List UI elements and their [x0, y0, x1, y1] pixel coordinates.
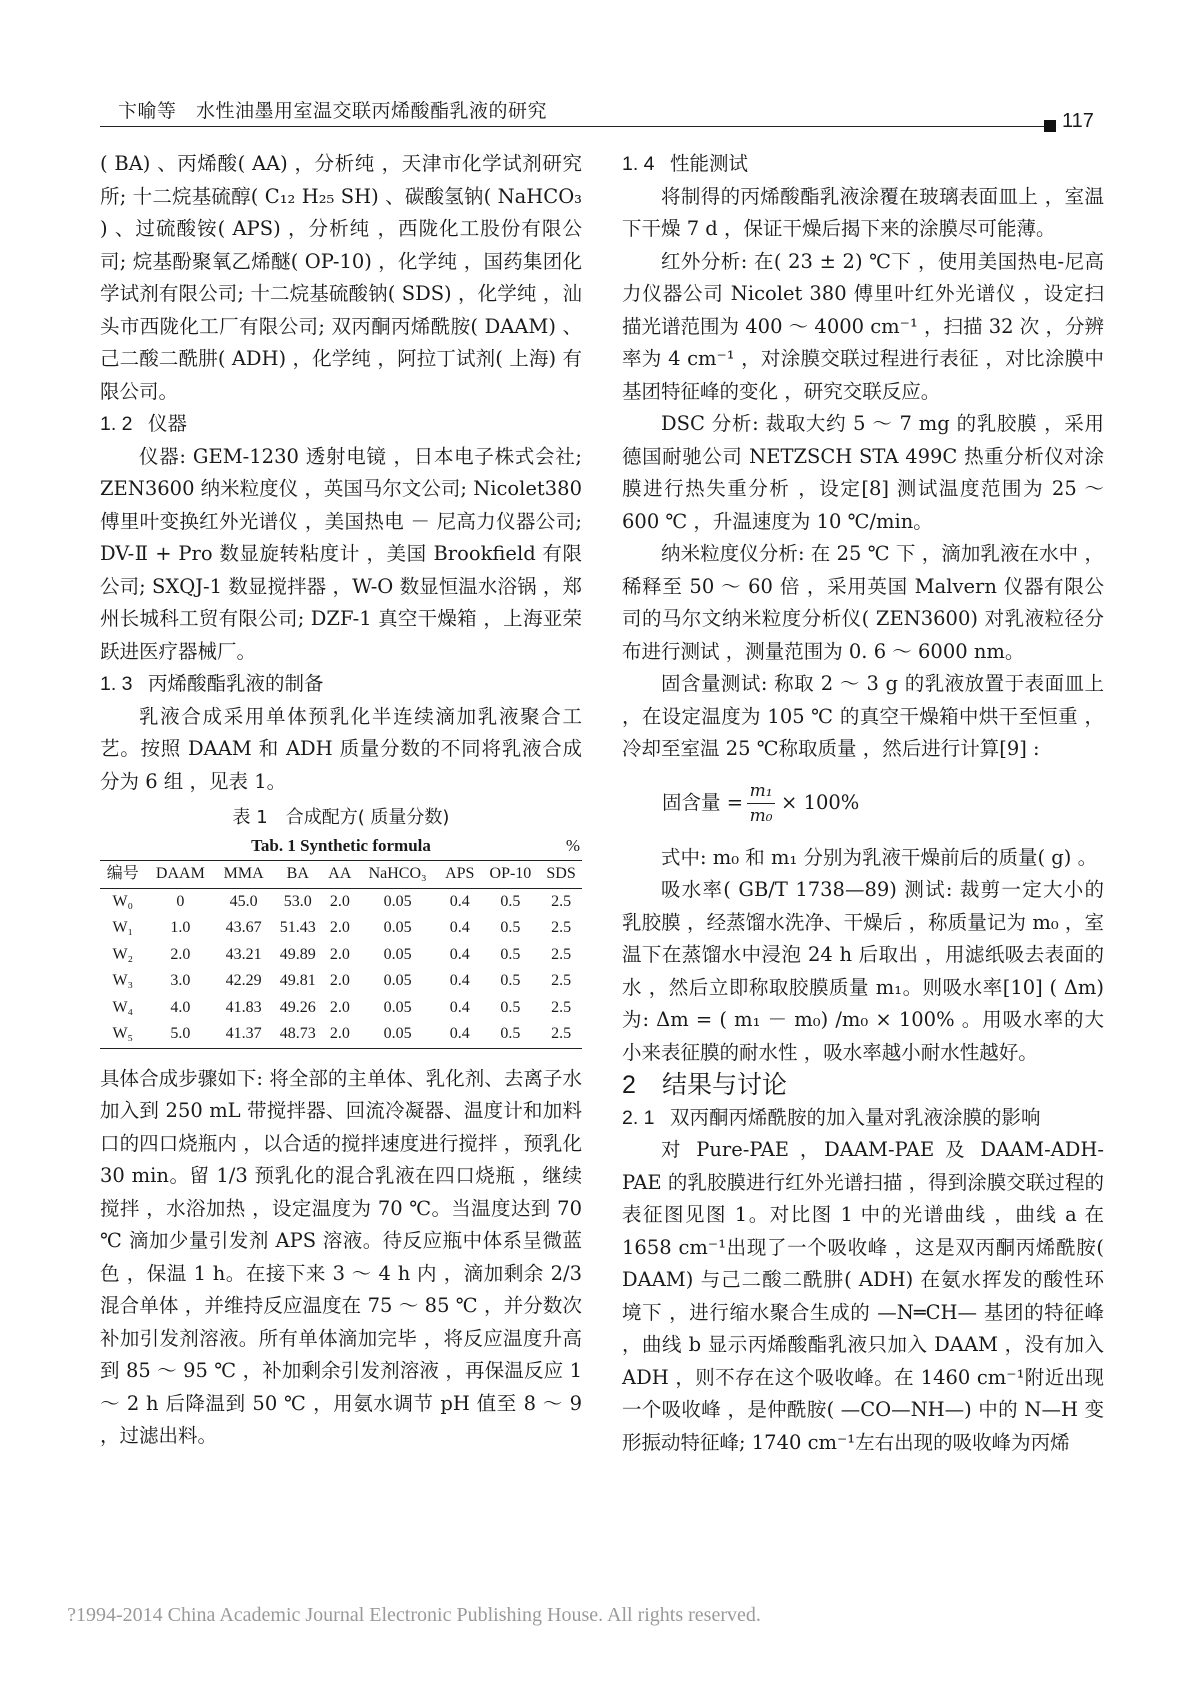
table-cell: 42.29: [225, 972, 262, 989]
table-cell: 0.5: [500, 998, 521, 1016]
table-cell: 0.4: [439, 1021, 481, 1048]
film-prep-paragraph: 将制得的丙烯酸酯乳液涂覆在玻璃表面皿上 ，室温下干燥 7 d ，保证干燥后揭下来的涂膜尽可能薄。: [622, 184, 1104, 240]
table-cell: 49.89: [279, 945, 316, 963]
materials-paragraph: ( BA) 、丙烯酸( AA) ，分析纯 ，天津市化学试剂研究所; 十二烷基硫醇( C₁₂ H₂₅ SH) 、碳酸氢钠( NaHCO₃ ) 、过硫酸铵( APS) ，分析纯 ，西陇化工股份有限公司; 烷基酚聚氧乙烯醚( OP-10) ，化学纯 ，国药集团化学试剂有限公司; 十二烷基硫酸钠( SDS) ，化学纯 ，汕头市西陇化工厂有限公司; 双丙酮丙烯酰胺( DAAM) 、己二酸二酰肼( ADH) ，化学纯 ，阿拉丁试剂( 上海) 有限公司。: [100, 152, 582, 403]
section-number: 1. 2: [100, 413, 133, 435]
col-header: SDS: [540, 861, 582, 889]
preparation-paragraph: 乳液合成采用单体预乳化半连续滴加乳液聚合工艺。按照 DAAM 和 ADH 质量分数的不同将乳液合成分为 6 组 ，见表 1。: [100, 704, 582, 793]
running-title: 卞喻等 水性油墨用室温交联丙烯酸酯乳液的研究: [118, 100, 548, 122]
table-1: [100, 804, 582, 1049]
table-row: [100, 888, 582, 915]
synthetic-formula-table: [100, 860, 582, 1049]
table-cell: 0.4: [449, 972, 470, 989]
table-cell: 2.0: [329, 919, 350, 936]
table-cell: W₁: [112, 919, 134, 936]
table-cell: W₄: [112, 998, 134, 1016]
table-cell: 49.81: [279, 972, 316, 989]
table-cell: 2.0: [323, 1021, 356, 1048]
table-cell: 2.0: [170, 945, 191, 963]
table-header-row: [100, 861, 582, 889]
table-caption-cn: 表 1 合成配方( 质量分数): [232, 807, 450, 828]
dsc-analysis-paragraph: DSC 分析: 裁取大约 5 ～ 7 mg 的乳胶膜 ，采用德国耐驰公司 NETZSCH STA 499C 热重分析仪对涂膜进行热失重分析 ，设定[8] 测试温度范围为 25 ～ 600 ℃ ，升温速度为 10 ℃/min。: [622, 412, 1104, 533]
section-1-3-heading: [100, 668, 582, 701]
col-header: BA: [272, 861, 323, 889]
table-cell: W₀: [112, 892, 134, 910]
table-cell: 2.5: [540, 1021, 582, 1048]
section-title: 仪器: [148, 412, 188, 435]
right-column: [622, 148, 1104, 1459]
table-cell: 45.0: [229, 892, 258, 910]
table-cell: 0.05: [356, 1021, 439, 1048]
section-1-2-heading: [100, 408, 582, 441]
col-header: 编号: [100, 861, 146, 889]
table-cell: 43.21: [225, 945, 262, 963]
instruments-paragraph: 仪器: GEM-1230 透射电镜 ，日本电子株式会社; ZEN3600 纳米粒度仪 ，英国马尔文公司; Nicolet380 傅里叶变换红外光谱仪 ，美国热电 － 尼高力仪器公司; DV-Ⅱ + Pro 数显旋转粘度计 ，美国 Brookfield 有限公司; SXQJ-1 数显搅拌器 ，W-O 数显恒温水浴锅 ，郑州长城科工贸有限公司; DZF-1 真空干燥箱 ，上海亚荣跃进医疗器械厂。: [100, 444, 582, 663]
table-cell: 0.4: [449, 945, 470, 963]
copyright-footer: ?1994-2014 China Academic Journal Electronic Publishing House. All rights reserved.: [67, 1604, 761, 1626]
section-number: 1. 4: [622, 153, 655, 175]
synthesis-steps-paragraph: 具体合成步骤如下: 将全部的主单体、乳化剂、去离子水加入到 250 mL 带搅拌器、回流冷凝器、温度计和加料口的四口烧瓶内 ，以合适的搅拌速度进行搅拌 ，预乳化 30 min。留 1/3 预乳化的混合乳液在四口烧瓶 ，继续搅拌 ，水浴加热 ，设定温度为 70 ℃。当温度达到 70 ℃ 滴加少量引发剂 APS 溶液。待反应瓶中体系呈微蓝色 ，保温 1 h。在接下来 3 ～ 4 h 内 ，滴加剩余 2/3 混合单体 ，并维持反应温度在 75 ～ 85 ℃ ，并分数次补加引发剂溶液。所有单体滴加完毕 ，将反应温度升高到 85 ～ 95 ℃ ，补加剩余引发剂溶液 ，再保温反应 1 ～ 2 h 后降温到 50 ℃ ，用氨水调节 pH 值至 8 ～ 9 ，过滤出料。: [100, 1066, 582, 1447]
section-number: 2. 1: [622, 1106, 655, 1129]
table-cell: 0.05: [383, 919, 412, 936]
col-header: DAAM: [146, 861, 216, 889]
table-cell: 0.5: [500, 919, 521, 936]
table-cell: 2.5: [551, 945, 572, 963]
section-title: 结果与讨论: [662, 1070, 788, 1099]
table-cell: 2.5: [551, 972, 572, 989]
table-cell: 2.0: [329, 972, 350, 989]
left-column: [100, 148, 582, 1453]
table-cell: 0.05: [383, 972, 412, 989]
table-caption-en-text: Tab. 1 Synthetic formula: [251, 836, 431, 855]
page-number: 117: [1062, 110, 1094, 132]
table-cell: 41.83: [225, 998, 262, 1016]
section-1-4-heading: [622, 148, 1104, 181]
table-cell: 2.0: [329, 945, 350, 963]
ir-results-paragraph: 对 Pure-PAE ，DAAM-PAE 及 DAAM-ADH-PAE 的乳胶膜进行红外光谱扫描 ，得到涂膜交联过程的表征图见图 1。对比图 1 中的光谱曲线 ，曲线 a 在 1658 cm⁻¹出现了一个吸收峰 ，这是双丙酮丙烯酰胺( DAAM) 与己二酸二酰肼( ADH) 在氨水挥发的酸性环境下 ，进行缩水聚合生成的 —N═CH— 基团的特征峰 ，曲线 b 显示丙烯酸酯乳液只加入 DAAM ，没有加入 ADH ，则不存在这个吸收峰。在 1460 cm⁻¹附近出现一个吸收峰 ，是仲酰胺( —CO—NH—) 中的 N—H 变形振动特征峰; 1740 cm⁻¹左右出现的吸收峰为丙烯: [622, 1138, 1104, 1454]
col-header: MMA: [215, 861, 272, 889]
table-row: [100, 915, 582, 942]
formula-fraction: [747, 779, 775, 828]
table-cell: 0.05: [383, 945, 412, 963]
solid-content-formula: [662, 774, 1104, 834]
table-cell: 2.0: [329, 998, 350, 1016]
formula-numerator: m₁: [749, 781, 773, 801]
col-header: NaHCO₃: [356, 861, 439, 889]
table-cell: 0.05: [383, 892, 412, 910]
particle-size-paragraph: 纳米粒度仪分析: 在 25 ℃ 下 ，滴加乳液在水中 ，稀释至 50 ～ 60 倍 ，采用英国 Malvern 仪器有限公司的马尔文纳米粒度分析仪( ZEN3600) 对乳液粒径分布进行测试 ，测量范围为 0. 6 ～ 6000 nm。: [622, 542, 1104, 663]
header-rule: [100, 126, 1048, 127]
water-absorption-paragraph: 吸水率( GB/T 1738—89) 测试: 裁剪一定大小的乳胶膜 ，经蒸馏水洗净、干燥后 ，称质量记为 m₀ ，室温下在蒸馏水中浸泡 24 h 后取出 ，用滤纸吸去表面的水 ，然后立即称取胶膜质量 m₁。则吸水率[10] ( Δm) 为: Δm = ( m₁ － m₀) /m₀ × 100% 。用吸水率的大小来表征膜的耐水性 ，吸水率越小耐水性越好。: [622, 878, 1104, 1064]
table-cell: W₂: [112, 945, 134, 963]
table-cell: 0.5: [481, 1021, 540, 1048]
table-cell: 1.0: [170, 919, 191, 936]
table-row: [100, 968, 582, 995]
table-cell: W₅: [100, 1021, 146, 1048]
table-cell: 2.0: [329, 892, 350, 910]
solid-content-paragraph: 固含量测试: 称取 2 ～ 3 g 的乳液放置于表面皿上 ，在设定温度为 105 ℃ 的真空干燥箱中烘干至恒重 ，冷却至室温 25 ℃称取质量 ，然后进行计算[9] :: [622, 672, 1104, 760]
table-cell: 2.5: [551, 919, 572, 936]
table-cell: 0.5: [500, 945, 521, 963]
section-title: 丙烯酸酯乳液的制备: [148, 672, 324, 695]
ir-analysis-paragraph: 红外分析: 在( 23 ± 2) ℃下 ，使用美国热电-尼高力仪器公司 Nicolet 380 傅里叶红外光谱仪 ，设定扫描光谱范围为 400 ～ 4000 cm⁻¹ ，扫描 32 次 ，分辨率为 4 cm⁻¹ ，对涂膜交联过程进行表征 ，对比涂膜中基团特征峰的变化 ，研究交联反应。: [622, 249, 1104, 403]
col-header: OP-10: [481, 861, 540, 889]
formula-explanation: 式中: m₀ 和 m₁ 分别为乳液干燥前后的质量( g) 。: [661, 845, 1098, 869]
table-cell: 0.4: [449, 998, 470, 1016]
table-cell: 49.26: [279, 998, 316, 1016]
table-cell: 43.67: [225, 919, 262, 936]
col-header: AA: [323, 861, 356, 889]
table-cell: 0.4: [449, 919, 470, 936]
table-cell: W₃: [112, 972, 134, 989]
table-cell: 0.5: [500, 892, 521, 910]
table-cell: 51.43: [279, 919, 316, 936]
table-cell: 0: [176, 892, 185, 910]
table-cell: 2.5: [551, 892, 572, 910]
section-2-heading: [622, 1069, 1104, 1102]
formula-lhs: 固含量 =: [662, 791, 744, 815]
table-caption-en: [100, 832, 582, 860]
table-row: [100, 942, 582, 969]
table-row: [100, 1021, 582, 1048]
table-cell: 4.0: [170, 998, 191, 1016]
section-title: 双丙酮丙烯酰胺的加入量对乳液涂膜的影响: [670, 1105, 1041, 1129]
formula-denominator: m₀: [749, 806, 773, 826]
table-cell: 0.5: [500, 972, 521, 989]
table-cell: 0.05: [383, 998, 412, 1016]
table-unit: %: [565, 836, 580, 855]
section-number: 2: [622, 1071, 636, 1099]
col-header: APS: [439, 861, 481, 889]
section-2-1-heading: [622, 1102, 1104, 1135]
section-number: 1. 3: [100, 673, 133, 695]
table-cell: 0.4: [449, 892, 470, 910]
table-cell: 41.37: [215, 1021, 272, 1048]
table-cell: 5.0: [146, 1021, 216, 1048]
table-row: [100, 995, 582, 1022]
table-cell: 48.73: [272, 1021, 323, 1048]
running-header: [100, 96, 1100, 136]
table-cell: 2.5: [551, 998, 572, 1016]
table-cell: 53.0: [283, 892, 312, 910]
formula-rhs: × 100%: [781, 791, 860, 815]
section-title: 性能测试: [670, 152, 749, 175]
header-square-marker: [1044, 120, 1056, 132]
table-cell: 3.0: [170, 972, 191, 989]
